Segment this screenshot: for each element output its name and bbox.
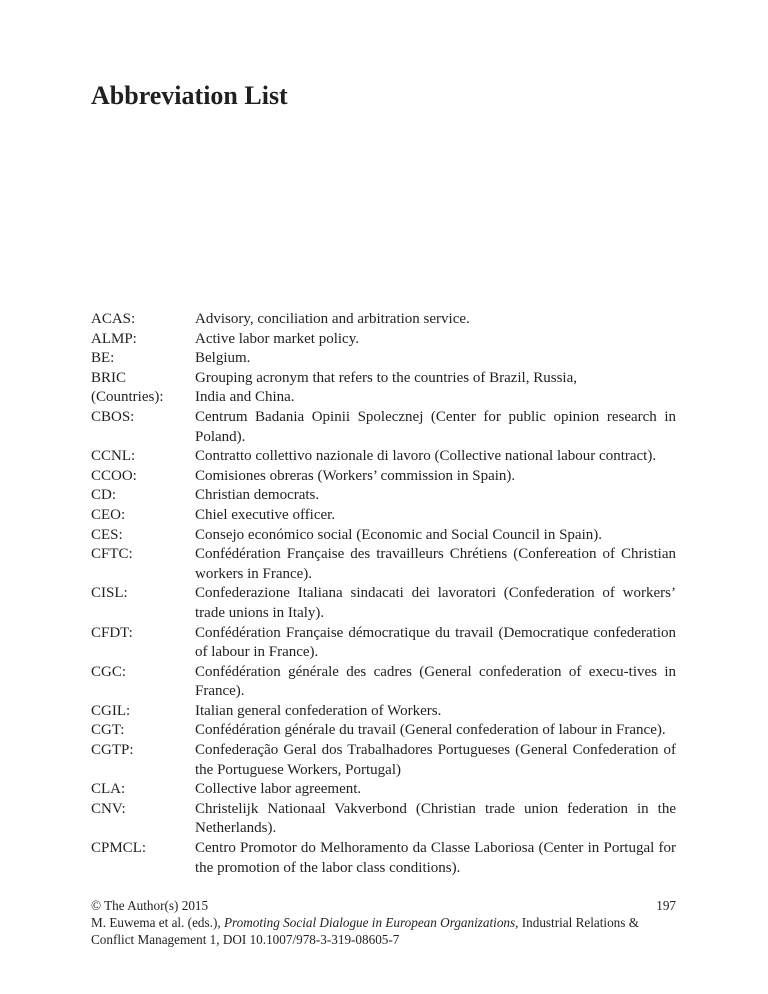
definition: Confédération Française des travailleurs Chrétiens (Confereation of Christian workers in France). xyxy=(195,546,676,582)
editors: M. Euwema et al. (eds.), xyxy=(91,915,221,930)
list-item xyxy=(91,388,676,408)
abbreviation: ALMP: xyxy=(91,330,137,347)
abbreviation: CGT: xyxy=(91,722,125,739)
definition: Christian democrats. xyxy=(195,487,320,504)
list-item xyxy=(91,467,676,487)
list-item xyxy=(91,663,676,702)
list-item xyxy=(91,408,676,447)
definition: Belgium. xyxy=(195,350,251,367)
abbreviation: CGC: xyxy=(91,663,127,680)
list-item xyxy=(91,310,676,330)
definition: Confederação Geral dos Trabalhadores Portugueses (General Confederation of the Portuguese Workers, Portugal) xyxy=(195,742,676,778)
abbreviation: BE: xyxy=(91,350,115,367)
list-item xyxy=(91,839,676,878)
abbreviation: CFDT: xyxy=(91,624,133,641)
abbreviation: BRIC xyxy=(91,369,127,386)
abbreviation: CCNL: xyxy=(91,448,136,465)
list-item xyxy=(91,800,676,839)
list-item xyxy=(91,349,676,369)
abbreviation: CNV: xyxy=(91,800,126,817)
abbreviation: (Countries): xyxy=(91,389,164,406)
definition: Advisory, conciliation and arbitration service. xyxy=(195,311,470,327)
definition: Confédération générale du travail (General confederation of labour in France). xyxy=(195,722,666,739)
definition: Confédération générale des cadres (General confederation of execu-tives in France). xyxy=(195,663,676,700)
abbreviation: CD: xyxy=(91,487,117,504)
list-item xyxy=(91,584,676,623)
list-item xyxy=(91,702,676,722)
definition: Chiel executive officer. xyxy=(195,506,336,523)
abbreviation: CGTP: xyxy=(91,742,134,759)
list-item xyxy=(91,741,676,780)
definition: Consejo económico social (Economic and Social Council in Spain). xyxy=(195,526,602,543)
definition: Centrum Badania Opinii Spolecznej (Center for public opinion research in Poland). xyxy=(195,408,676,445)
definition: India and China. xyxy=(195,389,295,406)
definition: Active labor market policy. xyxy=(195,330,359,347)
copyright-notice: © The Author(s) 2015 xyxy=(91,898,209,913)
definition: Centro Promotor do Melhoramento da Classe Laboriosa (Center in Portugal for the promotion of the labor class conditions). xyxy=(195,840,676,876)
citation-line xyxy=(91,914,676,948)
book-title: Promoting Social Dialogue in European Organizations xyxy=(223,915,516,930)
definition: Comisiones obreras (Workers’ commission in Spain). xyxy=(195,467,516,484)
definition: Christelijk Nationaal Vakverbond (Christian trade union federation in the Netherlands). xyxy=(195,800,676,837)
definition: Confédération Française démocratique du travail (Democratique confederation of labour in France). xyxy=(195,624,676,661)
list-item xyxy=(91,624,676,663)
list-item xyxy=(91,506,676,526)
definition: Italian general confederation of Workers. xyxy=(195,702,442,719)
abbreviation: CPMCL: xyxy=(91,840,147,857)
list-item xyxy=(91,721,676,741)
list-item xyxy=(91,780,676,800)
list-item xyxy=(91,545,676,584)
page-number: 197 xyxy=(656,898,676,913)
abbreviation-list xyxy=(91,310,676,878)
page-title: Abbreviation List xyxy=(91,81,288,110)
abbreviation: ACAS: xyxy=(91,311,136,327)
list-item xyxy=(91,486,676,506)
abbreviation: CGIL: xyxy=(91,702,131,719)
page-footer xyxy=(91,897,676,948)
definition: Collective labor agreement. xyxy=(195,781,362,798)
abbreviation: CES: xyxy=(91,526,123,543)
definition: Grouping acronym that refers to the countries of Brazil, Russia, xyxy=(195,369,577,386)
list-item xyxy=(91,369,676,389)
abbreviation: CFTC: xyxy=(91,546,133,563)
list-item xyxy=(91,526,676,546)
abbreviation: CBOS: xyxy=(91,408,135,425)
abbreviation: CCOO: xyxy=(91,467,137,484)
list-item xyxy=(91,447,676,467)
definition: Confederazione Italiana sindacati dei lavoratori (Confederation of workers’ trade unions in Italy). xyxy=(195,585,676,621)
abbreviation: CLA: xyxy=(91,781,126,798)
series-doi: , Industrial Relations & Conflict Management 1, DOI 10.1007/978-3-319-08605-7 xyxy=(91,915,639,947)
abbreviation: CISL: xyxy=(91,585,128,602)
definition: Contratto collettivo nazionale di lavoro (Collective national labour contract). xyxy=(195,448,657,465)
abbreviation: CEO: xyxy=(91,506,126,523)
list-item xyxy=(91,330,676,350)
